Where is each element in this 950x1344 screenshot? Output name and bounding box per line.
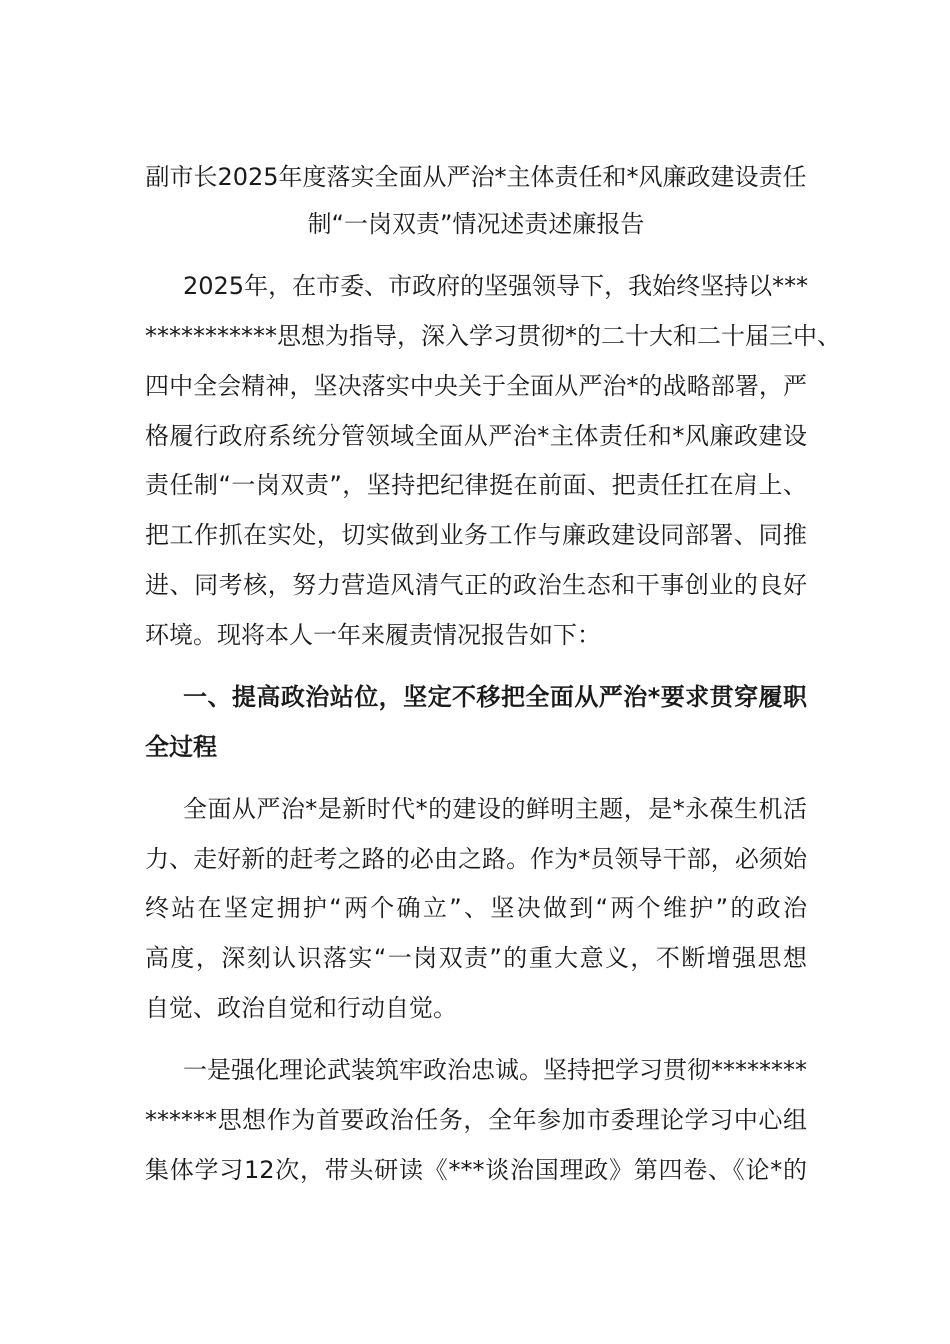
paragraph-3-line-1: 一是强化理论武装筑牢政治忠诚。坚持把学习贯彻******** (183, 1056, 807, 1084)
paragraph-1-line-8: 环境。现将本人一年来履责情况报告如下： (145, 621, 601, 649)
paragraph-3-line-3: 集体学习12次，带头研读《***谈治国理政》第四卷、《论*的 (145, 1156, 807, 1184)
paragraph-2-line-3: 终站在坚定拥护“两个确立”、坚决做到“两个维护”的政治 (145, 894, 807, 922)
paragraph-2-line-2: 力、走好新的赶考之路的必由之路。作为*员领导干部，必须始 (145, 845, 807, 873)
paragraph-1-line-1: 2025年，在市委、市政府的坚强领导下，我始终坚持以*** (183, 272, 809, 300)
paragraph-1-line-6: 把工作抓在实处，切实做到业务工作与廉政建设同部署、同推 (145, 521, 807, 549)
paragraph-2-line-5: 自觉、政治自觉和行动自觉。 (145, 994, 457, 1022)
section-1-heading-line-2: 全过程 (145, 733, 217, 761)
paragraph-2-line-4: 高度，深刻认识落实“一岗双责”的重大意义，不断增强思想 (145, 944, 807, 972)
paragraph-2-line-1: 全面从严治*是新时代*的建设的鲜明主题，是*永葆生机活 (183, 795, 807, 823)
paragraph-1-line-2: ***********思想为指导，深入学习贯彻*的二十大和二十届三中、 (145, 322, 841, 350)
section-1-heading-line-1: 一、提高政治站位，坚定不移把全面从严治*要求贯穿履职 (183, 683, 807, 711)
paragraph-1-line-5: 责任制“一岗双责”，坚持把纪律挺在前面、把责任扛在肩上、 (145, 471, 807, 499)
paragraph-1-line-7: 进、同考核，努力营造风清气正的政治生态和干事创业的良好 (145, 571, 807, 599)
paragraph-1-line-3: 四中全会精神，坚决落实中央关于全面从严治*的战略部署，严 (145, 372, 807, 400)
paragraph-3-line-2: ******思想作为首要政治任务，全年参加市委理论学习中心组 (145, 1106, 807, 1134)
document-title-line-2: 制“一岗双责”情况述责述廉报告 (307, 210, 645, 238)
document-title-line-1: 副市长2025年度落实全面从严治*主体责任和*风廉政建设责任 (145, 163, 807, 191)
paragraph-1-line-4: 格履行政府系统分管领域全面从严治*主体责任和*风廉政建设 (145, 422, 807, 450)
